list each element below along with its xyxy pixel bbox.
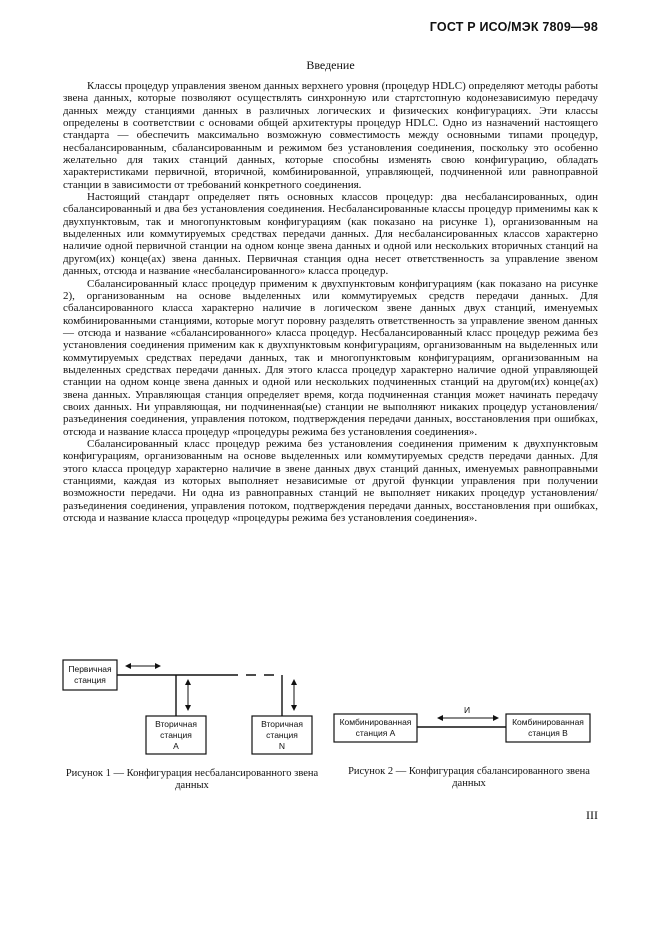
- figure-1-diagram: [60, 652, 320, 764]
- figure-1: [60, 652, 320, 764]
- secondary-n-label-1: Вторичная: [261, 719, 303, 729]
- secondary-a-label-1: Вторичная: [155, 719, 197, 729]
- secondary-a-label-2: станция: [160, 730, 192, 740]
- figure-1-caption: Рисунок 1 — Конфигурация несбалансированного звена данных: [65, 768, 319, 791]
- combined-b-label-2: станция В: [528, 728, 568, 738]
- combined-b-label-1: Комбинированная: [512, 717, 584, 727]
- combined-a-label-2: станция А: [355, 728, 396, 738]
- paragraph-4: Сбалансированный класс процедур режима без установления соединения применим к двухпунктовым конфигурациям, организованным на основе выделенных или коммутируемых средств передачи данных. Для этого класса процедур характерно наличие в звене данных двух станций данных, именуемых равноправными станциями, каждая из которых выполняет независимые от другой функции управления при получении возможности передачи. Ни одна из равноправных станций не выполняет никаких процедур установления/разъединения соединения, управления потоком, подтверждения передачи данных, восстановления при ошибках, отсюда и название класса процедур «процедуры режима без установления соединения».: [63, 437, 598, 525]
- figure-2-diagram: [330, 702, 605, 752]
- body-text: [63, 80, 598, 524]
- combined-a-label-1: Комбинированная: [339, 717, 412, 727]
- figure-2-caption: Рисунок 2 — Конфигурация сбалансированного звена данных: [348, 766, 590, 789]
- page-number: III: [586, 808, 598, 822]
- standard-header: ГОСТ Р ИСО/МЭК 7809—98: [429, 20, 598, 34]
- section-title: Введение: [306, 58, 355, 72]
- primary-station-label-1: Первичная: [68, 664, 112, 674]
- paragraph-1: Классы процедур управления звеном данных верхнего уровня (процедур HDLC) определяют методы работы звена данных, которые позволяют осуществлять синхронную или стартстопную кодонезависимую передачу данных между станциями данных в различных логических и физических конфигурациях. Эти классы определены в соответствии с основами общей архитектуры процедур HDLC. Одно из назначений настоящего стандарта — обеспечить максимально возможную совместимость между основными типами процедур, несбалансированным, сбалансированным и режимом без установления соединения, поскольку это особенно желательно для таких станций данных, которые способны изменять свою конфигурацию, обладать характеристиками первичной, вторичной, комбинированной, управляющей, подчиненной или равноправной станции в зависимости от требований конкретного соединения.: [63, 80, 598, 191]
- figure-2: [330, 702, 605, 752]
- paragraph-3: Сбалансированный класс процедур применим к двухпунктовым конфигурациям (как показано на рисунке 2), организованным на основе выделенных или коммутируемых средств передачи данных. Для сбалансированного класса характерно наличие в логическом звене данных двух станций, именуемых комбинированными станциями, которые могут поровну разделять ответственность за управление звеном данных — отсюда и название «сбалансированного» класса процедур. Несбалансированный класс процедур режима без установления соединения применим как к двухпунктовым конфигурациям, организованным на выделенных или коммутируемых средствах передачи данных, так и многопунктовым конфигурациям, организованным на выделенных средствах передачи данных. Для этого класса процедур характерно наличие одной управляющей станции на одном конце звена данных и одной или нескольких подчиненных станций на другом(их) конце(ах) звена данных. Управляющая станция определяет время, когда подчиненная станция может начинать передачу своих данных. Ни управляющая, ни подчиненная(ые) станции не выполняют никаких процедур установления/разъединения соединения, управления потоком, подтверждения передачи данных, восстановления при ошибках, отсюда и название класса процедур «процедуры режима без установления соединения».: [63, 277, 598, 438]
- link-label: И: [463, 705, 471, 715]
- secondary-n-label-3: N: [278, 741, 286, 751]
- secondary-n-label-2: станция: [266, 730, 298, 740]
- paragraph-2: Настоящий стандарт определяет пять основных классов процедур: два несбалансированных, один сбалансированный и два без установления соединения. Несбалансированные классы процедур применимы как к двухпунктовым, так и многопунктовым конфигурациям (как показано на рисунке 1), организованным на выделенных или коммутируемых средствах передачи данных. Для несбалансированных классов характерно наличие одной первичной станции на одном конце звена данных и одной или нескольких вторичных станций на другом(их) конце(ах) звена данных. Первичная станция одна несет ответственность за управление звеном данных, отсюда и название «несбалансированного» класса процедур.: [63, 191, 598, 278]
- secondary-a-label-3: А: [173, 741, 179, 751]
- primary-station-label-2: станция: [74, 675, 106, 685]
